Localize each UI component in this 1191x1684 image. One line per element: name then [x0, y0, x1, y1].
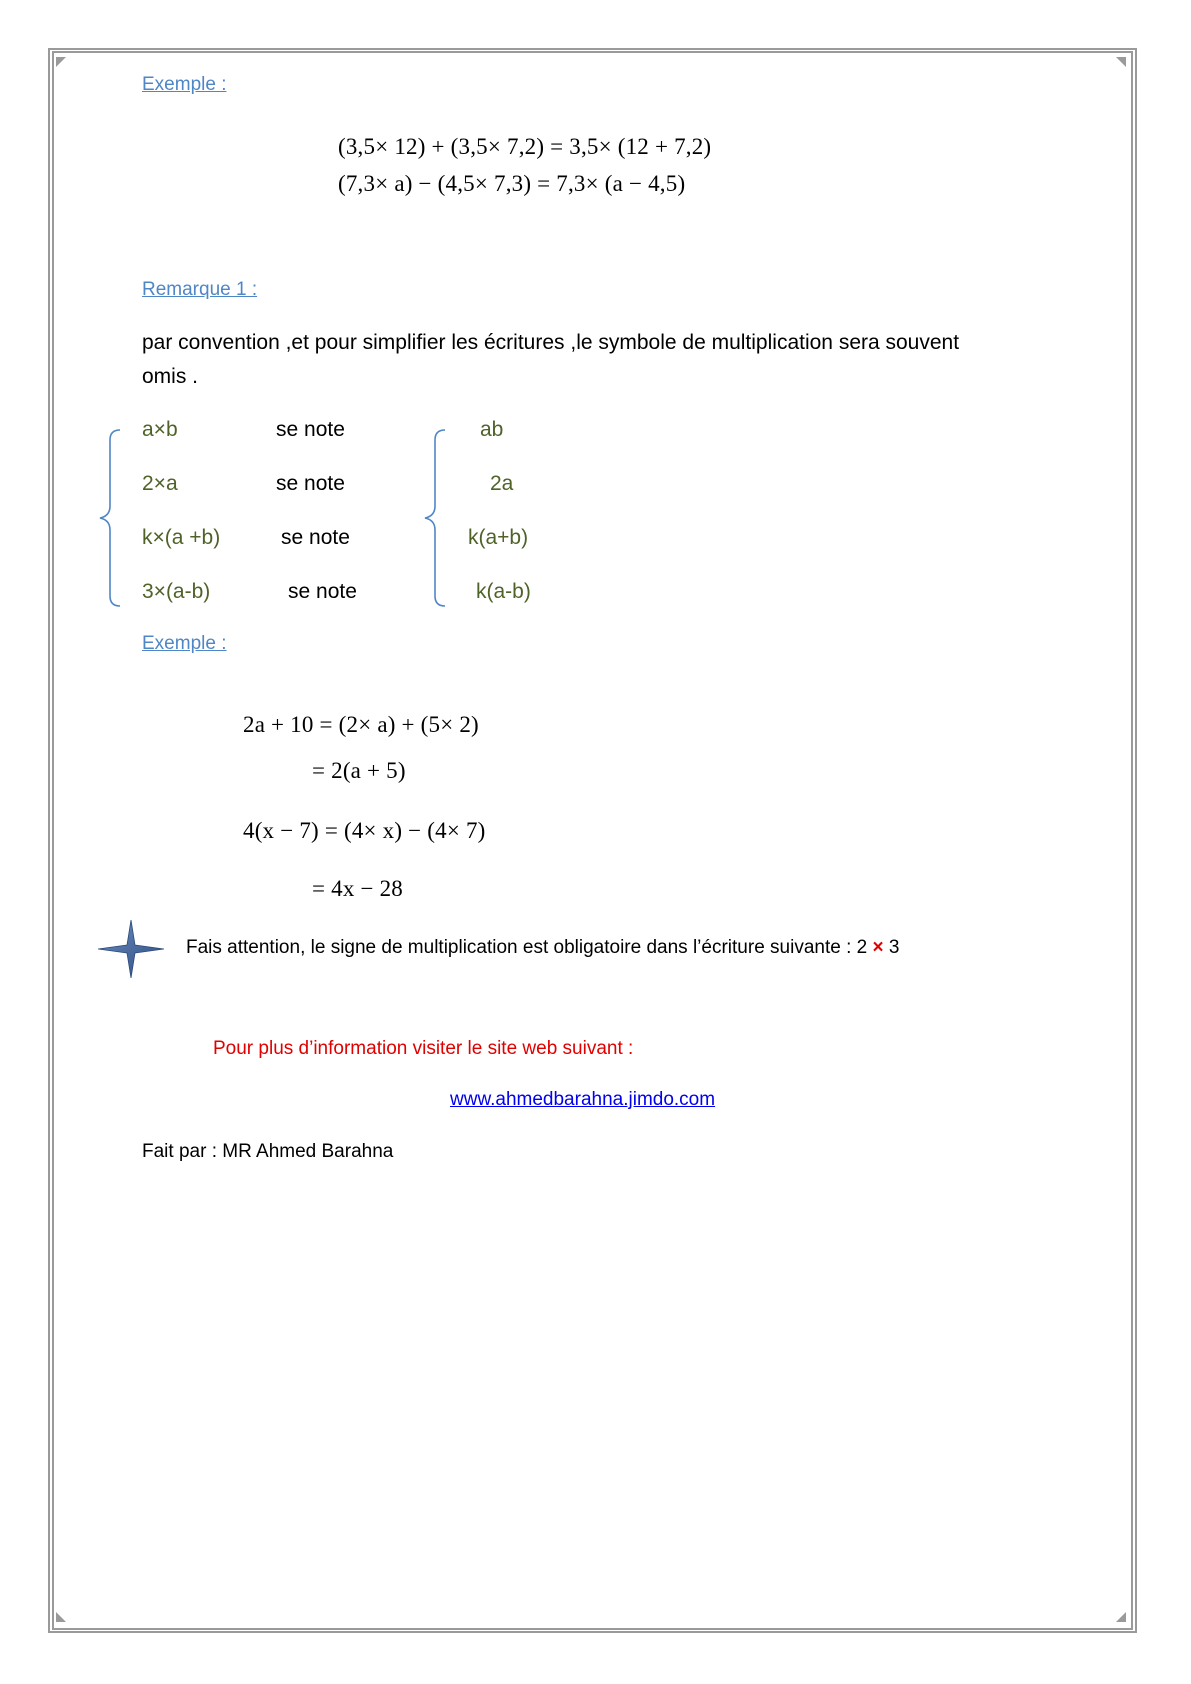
- example-heading: Exemple :: [142, 633, 227, 654]
- attention-note: [186, 937, 899, 959]
- notation-result: ab: [480, 418, 504, 441]
- info-text: Pour plus d’information visiter le site web suivant :: [213, 1038, 634, 1059]
- notation-expression: a×b: [142, 418, 178, 441]
- attention-tail: 3: [883, 937, 900, 958]
- notation-result: k(a+b): [468, 526, 529, 549]
- four-point-star-icon: [98, 920, 164, 978]
- corner-ornament: [56, 57, 66, 67]
- author-credit: Fait par : MR Ahmed Barahna: [142, 1141, 394, 1162]
- equation-line: 4(x − 7) = (4× x) − (4× 7): [243, 818, 486, 843]
- equation-line: (3,5× 12) + (3,5× 7,2) = 3,5× (12 + 7,2): [338, 134, 712, 159]
- remark-text: par convention ,et pour simplifier les écritures ,le symbole de multiplication sera souvent: [142, 331, 960, 354]
- notation-result: 2a: [490, 472, 514, 495]
- notation-verb: se note: [281, 526, 350, 549]
- notation-verb: se note: [276, 418, 345, 441]
- notation-result: k(a-b): [476, 580, 531, 603]
- notation-expression: 2×a: [142, 472, 178, 495]
- equation-line: = 2(a + 5): [312, 758, 406, 783]
- corner-ornament: [1116, 1612, 1126, 1622]
- example-heading: Exemple :: [142, 74, 227, 95]
- attention-text: Fais attention, le signe de multiplication est obligatoire dans l’écriture suivante : 2: [186, 937, 868, 958]
- remark-text: omis .: [142, 365, 199, 388]
- equation-line: = 4x − 28: [312, 876, 403, 901]
- notation-expression: 3×(a-b): [142, 580, 211, 603]
- left-brace: [98, 428, 124, 608]
- remark-heading: Remarque 1 :: [142, 279, 258, 300]
- equation-line: (7,3× a) − (4,5× 7,3) = 7,3× (a − 4,5): [338, 171, 686, 196]
- left-brace: [423, 428, 449, 608]
- notation-expression: k×(a +b): [142, 526, 221, 549]
- notation-verb: se note: [276, 472, 345, 495]
- equation-line: 2a + 10 = (2× a) + (5× 2): [243, 712, 479, 737]
- times-sign: ×: [872, 937, 884, 958]
- corner-ornament: [1116, 57, 1126, 67]
- corner-ornament: [56, 1612, 66, 1622]
- website-link[interactable]: www.ahmedbarahna.jimdo.com: [450, 1089, 716, 1110]
- notation-verb: se note: [288, 580, 357, 603]
